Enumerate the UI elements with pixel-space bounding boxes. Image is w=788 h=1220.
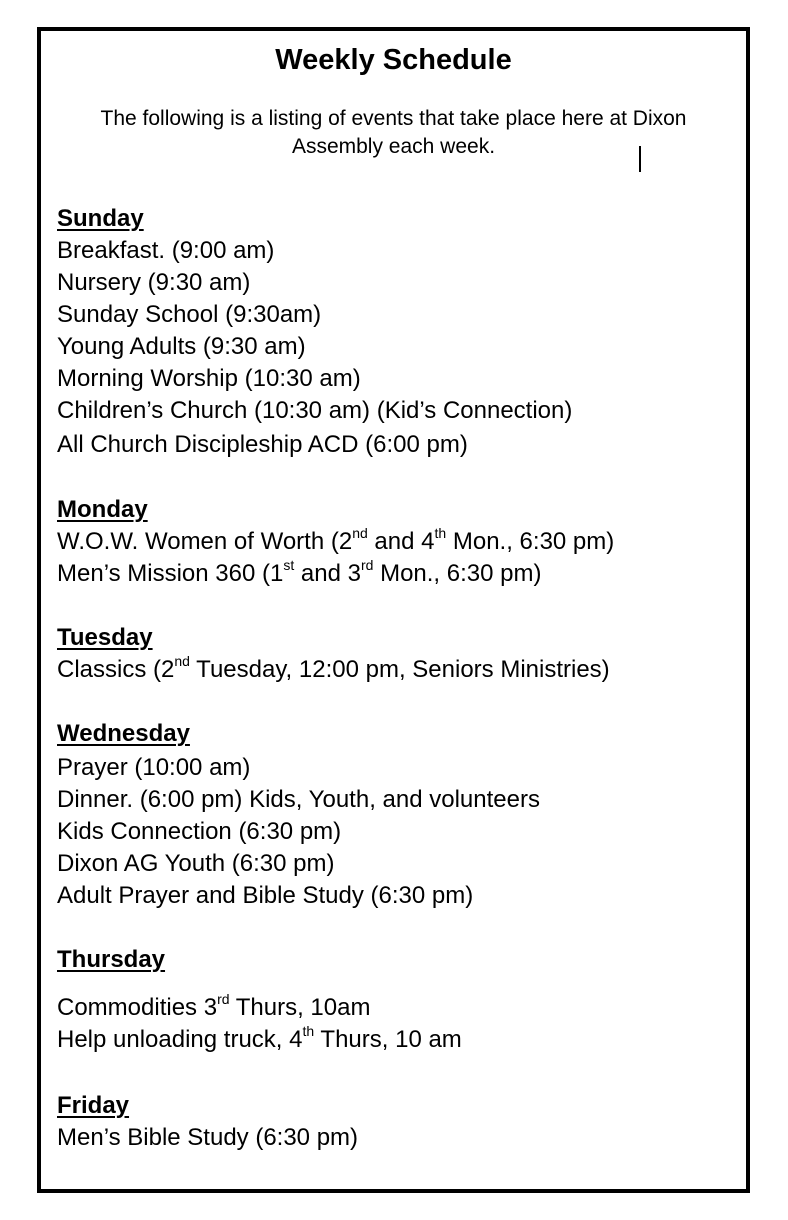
thursday-item: Help unloading truck, 4th Thurs, 10 am bbox=[57, 1023, 462, 1053]
friday-section bbox=[57, 1090, 736, 1154]
wednesday-heading: Wednesday bbox=[57, 720, 190, 747]
tuesday-heading: Tuesday bbox=[57, 624, 153, 651]
wednesday-item: Kids Connection (6:30 pm) bbox=[57, 818, 342, 845]
wednesday-item: Prayer (10:00 am) bbox=[57, 754, 251, 781]
sunday-item: Nursery (9:30 am) bbox=[57, 269, 251, 296]
wednesday-item: Dixon AG Youth (6:30 pm) bbox=[57, 850, 335, 877]
tuesday-item: Classics (2nd Tuesday, 12:00 pm, Seniors Ministries) bbox=[57, 653, 610, 683]
wednesday-item: Adult Prayer and Bible Study (6:30 pm) bbox=[57, 882, 474, 909]
monday-section bbox=[57, 494, 736, 590]
thursday-section bbox=[57, 944, 736, 1056]
schedule-frame bbox=[37, 27, 750, 1193]
thursday-heading: Thursday bbox=[57, 946, 166, 973]
sunday-section bbox=[57, 203, 736, 461]
sunday-item: Children’s Church (10:30 am) (Kid’s Connection) bbox=[57, 397, 573, 424]
intro-text: The following is a listing of events that take place here at Dixon Assembly each week. bbox=[100, 107, 687, 158]
sunday-item: Young Adults (9:30 am) bbox=[57, 333, 306, 360]
wednesday-section bbox=[57, 718, 736, 912]
sunday-item: Morning Worship (10:30 am) bbox=[57, 365, 361, 392]
thursday-item: Commodities 3rd Thurs, 10am bbox=[57, 991, 371, 1021]
friday-item: Men’s Bible Study (6:30 pm) bbox=[57, 1124, 359, 1151]
monday-item: Men’s Mission 360 (1st and 3rd Mon., 6:30 pm) bbox=[57, 557, 542, 587]
sunday-item: Sunday School (9:30am) bbox=[57, 301, 322, 328]
text-cursor bbox=[639, 146, 641, 172]
page-title: Weekly Schedule bbox=[275, 44, 512, 76]
sunday-heading: Sunday bbox=[57, 205, 144, 232]
monday-heading: Monday bbox=[57, 496, 148, 523]
monday-item: W.O.W. Women of Worth (2nd and 4th Mon., 6:30 pm) bbox=[57, 525, 615, 555]
sunday-item: All Church Discipleship ACD (6:00 pm) bbox=[57, 431, 468, 458]
wednesday-item: Dinner. (6:00 pm) Kids, Youth, and volunteers bbox=[57, 786, 540, 813]
friday-heading: Friday bbox=[57, 1092, 130, 1119]
sunday-item: Breakfast. (9:00 am) bbox=[57, 237, 275, 264]
tuesday-section bbox=[57, 622, 736, 686]
